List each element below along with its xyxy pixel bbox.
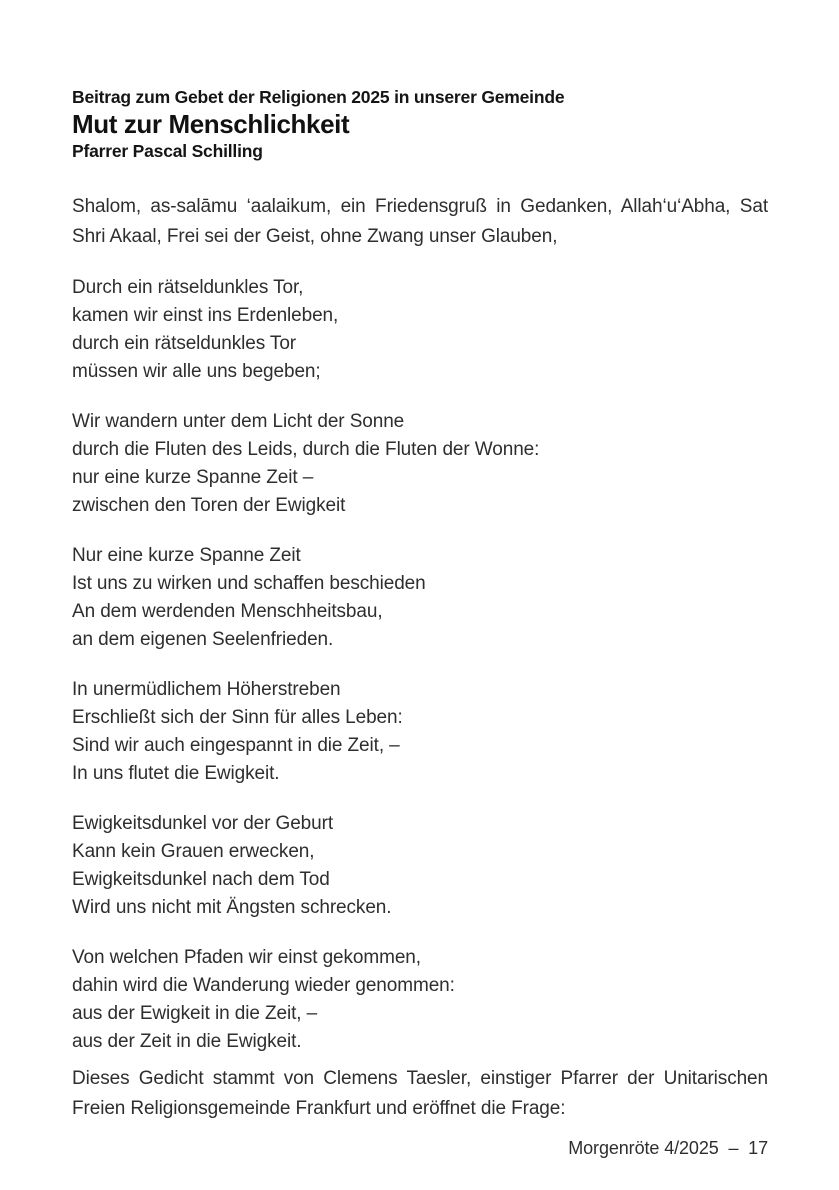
poem-line: Wir wandern unter dem Licht der Sonne: [72, 411, 405, 432]
poem-line: Wird uns nicht mit Ängsten schrecken.: [72, 897, 392, 918]
poem-line: Sind wir auch eingespannt in die Zeit, –: [72, 735, 400, 756]
poem-line: An dem werdenden Menschheitsbau,: [72, 601, 383, 622]
poem-line: nur eine kurze Spanne Zeit –: [72, 467, 314, 488]
poem-line: müssen wir alle uns begeben;: [72, 361, 321, 382]
poem-line: zwischen den Toren der Ewigkeit: [72, 495, 346, 516]
poem: [72, 274, 768, 1056]
poem-line: aus der Ewigkeit in die Zeit, –: [72, 1003, 318, 1024]
poem-line: an dem eigenen Seelenfrieden.: [72, 629, 334, 650]
closing-line: Freien Religionsgemeinde Frankfurt und eröffnet die Frage:: [72, 1098, 566, 1119]
closing-line: Dieses Gedicht stammt von Clemens Taesler, einstiger Pfarrer der Unitarischen: [72, 1068, 768, 1089]
poem-line: Von welchen Pfaden wir einst gekommen,: [72, 947, 421, 968]
poem-stanza: [72, 274, 768, 386]
article-title: Mut zur Menschlichkeit: [72, 109, 350, 139]
poem-stanza: [72, 542, 768, 654]
poem-stanza: [72, 944, 768, 1056]
poem-line: durch ein rätseldunkles Tor: [72, 333, 297, 354]
poem-stanza: [72, 408, 768, 520]
poem-line: Kann kein Grauen erwecken,: [72, 841, 315, 862]
poem-line: Ewigkeitsdunkel nach dem Tod: [72, 869, 330, 890]
poem-line: Ewigkeitsdunkel vor der Geburt: [72, 813, 334, 834]
poem-line: Durch ein rätseldunkles Tor,: [72, 277, 304, 298]
page-footer: Morgenröte 4/2025 – 17: [568, 1138, 768, 1158]
poem-line: In uns flutet die Ewigkeit.: [72, 763, 280, 784]
poem-line: Nur eine kurze Spanne Zeit: [72, 545, 301, 566]
poem-line: In unermüdlichem Höherstreben: [72, 679, 341, 700]
article-kicker: Beitrag zum Gebet der Religionen 2025 in unserer Gemeinde: [72, 87, 565, 107]
article-header: [72, 86, 768, 162]
poem-stanza: [72, 676, 768, 788]
intro-paragraph: [72, 192, 768, 252]
closing-paragraph: [72, 1064, 768, 1124]
poem-line: Erschließt sich der Sinn für alles Leben:: [72, 707, 403, 728]
poem-line: Ist uns zu wirken und schaffen beschieden: [72, 573, 426, 594]
poem-line: durch die Fluten des Leids, durch die Fluten der Wonne:: [72, 439, 540, 460]
intro-line: Shalom, as-salāmu ‘aalaikum, ein Friedensgruß in Gedanken, Allah‘u‘Abha, Sat: [72, 196, 768, 217]
intro-line: Shri Akaal, Frei sei der Geist, ohne Zwang unser Glauben,: [72, 226, 558, 247]
poem-line: aus der Zeit in die Ewigkeit.: [72, 1031, 302, 1052]
poem-line: kamen wir einst ins Erdenleben,: [72, 305, 339, 326]
poem-line: dahin wird die Wanderung wieder genommen:: [72, 975, 455, 996]
poem-stanza: [72, 810, 768, 922]
article-byline: Pfarrer Pascal Schilling: [72, 141, 263, 161]
